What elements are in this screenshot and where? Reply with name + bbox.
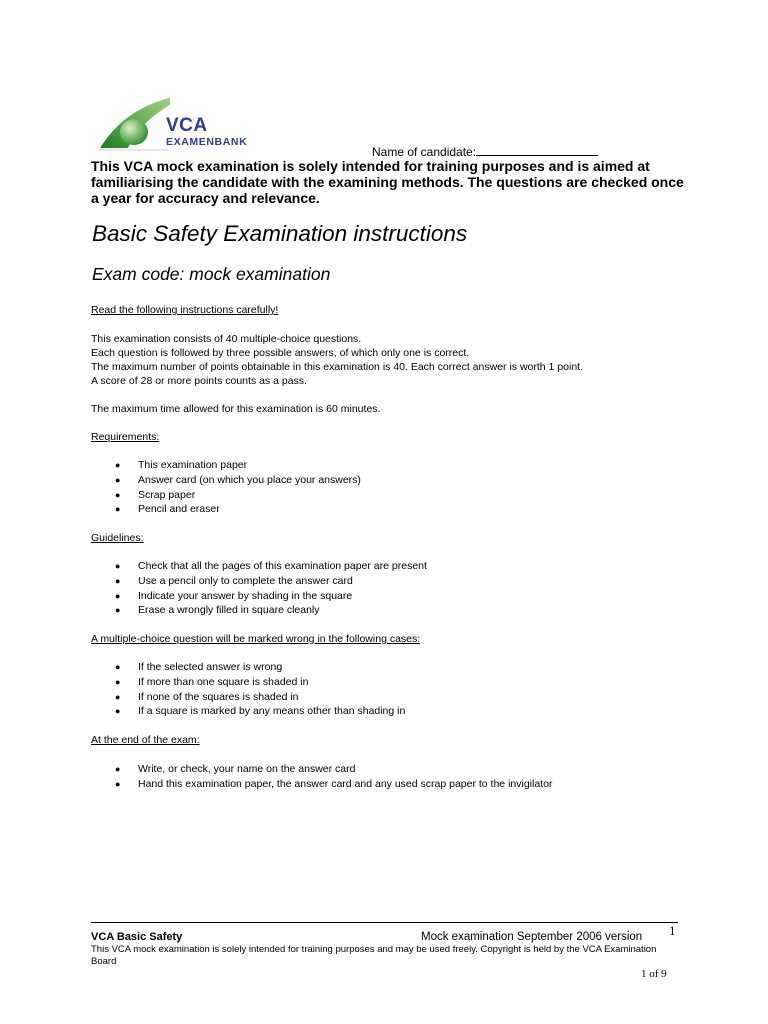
list-item: ● Write, or check, your name on the answer card — [115, 763, 356, 775]
bullet-icon: ● — [115, 676, 121, 687]
bullet-icon: ● — [115, 474, 121, 485]
logo-text-vca: VCA — [166, 115, 208, 136]
guidelines-heading: Guidelines: — [91, 532, 144, 544]
list-item: ● If a square is marked by any means other than shading in — [115, 705, 406, 718]
exam-info-line-3: The maximum number of points obtainable in this examination is 40. Each correct answer is worth 1 point. — [91, 361, 583, 373]
wrong-cases-list — [91, 660, 405, 719]
list-item: ● This examination paper — [115, 459, 248, 471]
end-of-exam-list — [91, 762, 552, 792]
end-of-exam-heading: At the end of the exam: — [91, 734, 200, 746]
footer-divider — [91, 922, 678, 923]
bullet-icon: ● — [115, 489, 121, 500]
vca-swoosh-icon — [98, 90, 170, 152]
footer-title: VCA Basic Safety — [91, 931, 183, 943]
intro-paragraph: This VCA mock examination is solely intended for training purposes and is aimed at familiarising the candidate with the examining methods. The questions are checked once a year for accuracy and relevance. — [91, 158, 684, 206]
list-item: ● If the selected answer is wrong — [115, 661, 283, 673]
bullet-icon: ● — [115, 605, 121, 616]
bullet-icon: ● — [115, 778, 121, 789]
bullet-icon: ● — [115, 504, 121, 515]
page-number: 1 of 9 — [641, 968, 667, 980]
footer-copyright-note: This VCA mock examination is solely intended for training purposes and may be used freely. Copyright is held by the VCA Examination Board — [91, 944, 657, 967]
list-item: ● Scrap paper — [115, 488, 196, 501]
bullet-icon: ● — [115, 691, 121, 702]
list-item: ● If more than one square is shaded in — [115, 675, 309, 688]
list-item: ● Pencil and eraser — [115, 503, 220, 516]
wrong-cases-heading: A multiple-choice question will be marked wrong in the following cases: — [91, 633, 421, 645]
bullet-icon: ● — [115, 706, 121, 717]
bullet-icon: ● — [115, 662, 121, 672]
list-item: ● Hand this examination paper, the answer card and any used scrap paper to the invigilator — [115, 777, 553, 790]
exam-info-line-2: Each question is followed by three possible answers, of which only one is correct. — [91, 347, 470, 359]
read-instructions-heading: Read the following instructions carefully! — [91, 304, 279, 316]
requirements-list — [91, 458, 361, 517]
page-title: Basic Safety Examination instructions — [92, 221, 468, 246]
exam-info-line-4: A score of 28 or more points counts as a pass. — [91, 375, 307, 387]
bullet-icon: ● — [115, 764, 121, 774]
list-item: ● Erase a wrongly filled in square cleanly — [115, 604, 320, 617]
footer-version: Mock examination September 2006 version — [421, 931, 643, 943]
guidelines-list — [91, 559, 427, 618]
list-item: ● Indicate your answer by shading in the square — [115, 589, 353, 602]
list-item: ● Use a pencil only to complete the answer card — [115, 574, 353, 587]
exam-code: Exam code: mock examination — [92, 264, 331, 284]
candidate-name-line — [476, 144, 598, 156]
bullet-icon: ● — [115, 460, 121, 470]
exam-info-line-1: This examination consists of 40 multiple-choice questions. — [91, 333, 362, 345]
candidate-name-field — [372, 144, 598, 159]
bullet-icon: ● — [115, 575, 121, 586]
time-info: The maximum time allowed for this examination is 60 minutes. — [91, 403, 381, 415]
list-item: ● Answer card (on which you place your answers) — [115, 473, 361, 486]
bullet-icon: ● — [115, 561, 121, 571]
requirements-heading: Requirements: — [91, 431, 160, 443]
logo-text-examenbank: EXAMENBANK — [166, 136, 248, 148]
vca-logo — [98, 90, 248, 152]
list-item: ● If none of the squares is shaded in — [115, 690, 299, 703]
list-item: ● Check that all the pages of this examination paper are present — [115, 560, 427, 572]
footer-superscript: 1 — [669, 923, 676, 938]
candidate-label: Name of candidate: — [372, 145, 477, 159]
bullet-icon: ● — [115, 590, 121, 601]
